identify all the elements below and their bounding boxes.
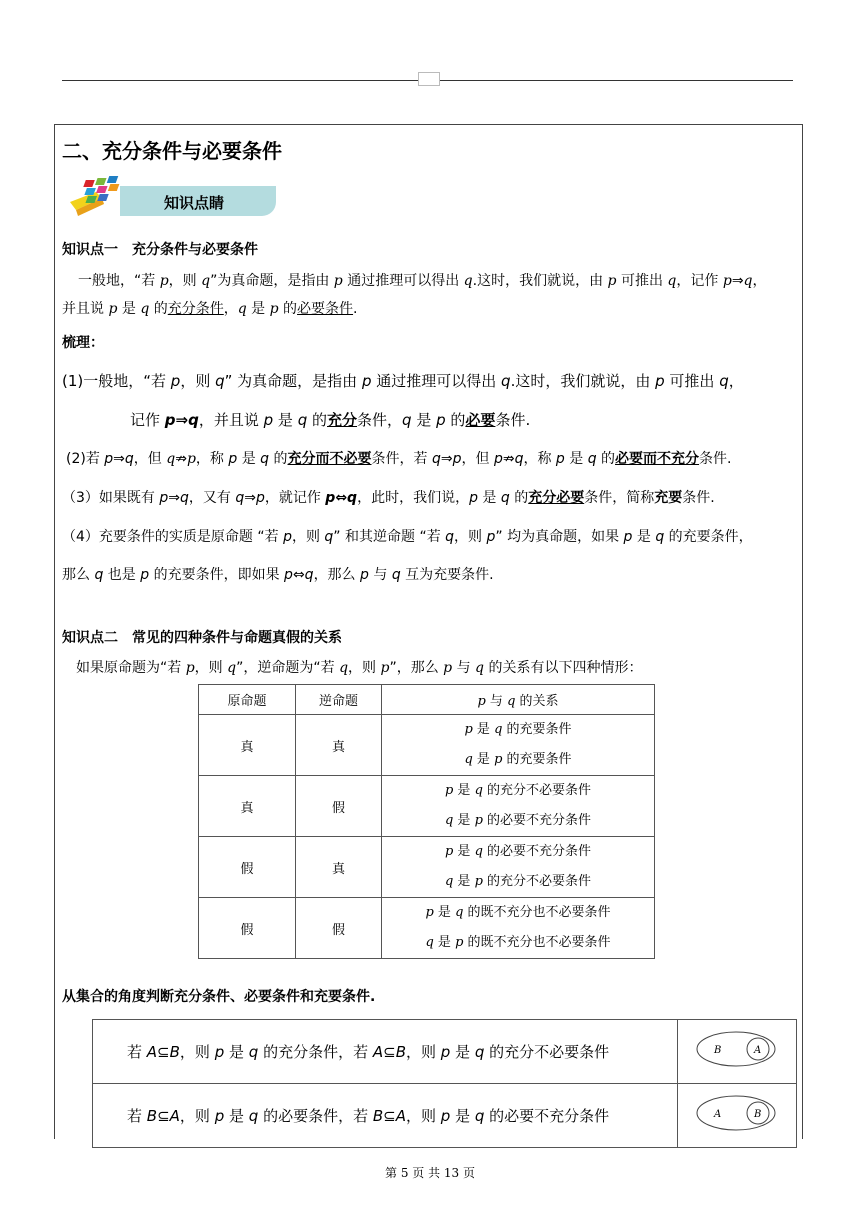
sets-table — [92, 1019, 797, 1148]
cell-converse: 假 — [296, 898, 382, 959]
cell-converse: 假 — [296, 776, 382, 837]
venn-subset-diagram-1 — [678, 1020, 796, 1079]
shuli-line2: 记作 p⇒q，并且说 p 是 q 的充分条件，q 是 p 的必要条件. — [130, 411, 531, 429]
shuli-title: 梳理： — [62, 335, 104, 351]
set-rule-2: 若 B⊆A，则 p 是 q 的必要条件，若 B⊆A，则 p 是 q 的必要不充分条件 — [93, 1084, 678, 1148]
cell-converse: 真 — [296, 837, 382, 898]
venn-cell-1 — [678, 1020, 797, 1084]
knowledge-banner — [62, 174, 277, 220]
table-row — [199, 776, 655, 837]
cell-original: 真 — [199, 776, 296, 837]
kp2-title: 知识点二 常见的四种条件与命题真假的关系 — [62, 630, 342, 646]
cell-original: 假 — [199, 898, 296, 959]
kp1-line2: 并且说 p 是 q 的充分条件，q 是 p 的必要条件. — [62, 301, 358, 317]
svg-text:B: B — [754, 1109, 762, 1120]
svg-text:A: A — [714, 1109, 722, 1120]
table-row — [93, 1084, 797, 1148]
table-row — [93, 1020, 797, 1084]
shuli-line3: (2)若 p⇒q，但 q⇏p，称 p 是 q 的充分而不必要条件，若 q⇒p，但 p⇏q，称 p 是 q 的必要而不充分条件. — [66, 451, 732, 467]
kp1-line1: 一般地，“若 p，则 q”为真命题，是指由 p 通过推理可以得出 q.这时，我们就说，由 p 可推出 q，记作 p⇒q， — [78, 273, 767, 289]
venn-subset-diagram-2 — [678, 1084, 796, 1143]
sets-title: 从集合的角度判断充分条件、必要条件和充要条件. — [62, 989, 376, 1005]
svg-text:A: A — [754, 1045, 762, 1056]
cell-relation: p 是 q 的充分不必要条件 q 是 p 的必要不充分条件 — [382, 776, 655, 837]
shuli-line5: （4）充要条件的实质是原命题 “若 p，则 q” 和其逆命题 “若 q，则 p” 均为真命题，如果 p 是 q 的充要条件， — [62, 529, 753, 545]
cell-original: 真 — [199, 715, 296, 776]
shuli-line4: （3）如果既有 p⇒q，又有 q⇒p，就记作 p⇔q，此时，我们说，p 是 q 的充分必要条件，简称充要条件. — [62, 490, 715, 506]
set-rule-1: 若 A⊆B，则 p 是 q 的充分条件，若 A⊆B，则 p 是 q 的充分不必要条件 — [93, 1020, 678, 1084]
banner-label: 知识点睛 — [164, 194, 225, 212]
table-header-row — [199, 685, 655, 715]
cell-relation: p 是 q 的既不充分也不必要条件 q 是 p 的既不充分也不必要条件 — [382, 898, 655, 959]
th-relation: p 与 q 的关系 — [382, 685, 655, 715]
kp1-title: 知识点一 充分条件与必要条件 — [62, 242, 258, 258]
venn-cell-2 — [678, 1084, 797, 1148]
section-title: 二、充分条件与必要条件 — [62, 139, 282, 163]
cell-relation: p 是 q 的充要条件 q 是 p 的充要条件 — [382, 715, 655, 776]
th-converse: 逆命题 — [296, 685, 382, 715]
shuli-line1: (1)一般地，“若 p，则 q” 为真命题，是指由 p 通过推理可以得出 q.这时，我们就说，由 p 可推出 q， — [62, 372, 744, 390]
table-row — [199, 898, 655, 959]
shuli-line6: 那么 q 也是 p 的充要条件，即如果 p⇔q，那么 p 与 q 互为充要条件. — [62, 567, 494, 583]
svg-text:B: B — [714, 1045, 722, 1056]
th-original: 原命题 — [199, 685, 296, 715]
cell-relation: p 是 q 的必要不充分条件 q 是 p 的充分不必要条件 — [382, 837, 655, 898]
cell-converse: 真 — [296, 715, 382, 776]
kp2-intro: 如果原命题为“若 p，则 q”，逆命题为“若 q，则 p”，那么 p 与 q 的关系有以下四种情形： — [76, 660, 643, 676]
cell-original: 假 — [199, 837, 296, 898]
table-row — [199, 837, 655, 898]
relation-table — [198, 684, 655, 959]
header-mark — [418, 72, 440, 86]
page-footer: 第 5 页 共 13 页 — [385, 1166, 475, 1180]
table-row — [199, 715, 655, 776]
